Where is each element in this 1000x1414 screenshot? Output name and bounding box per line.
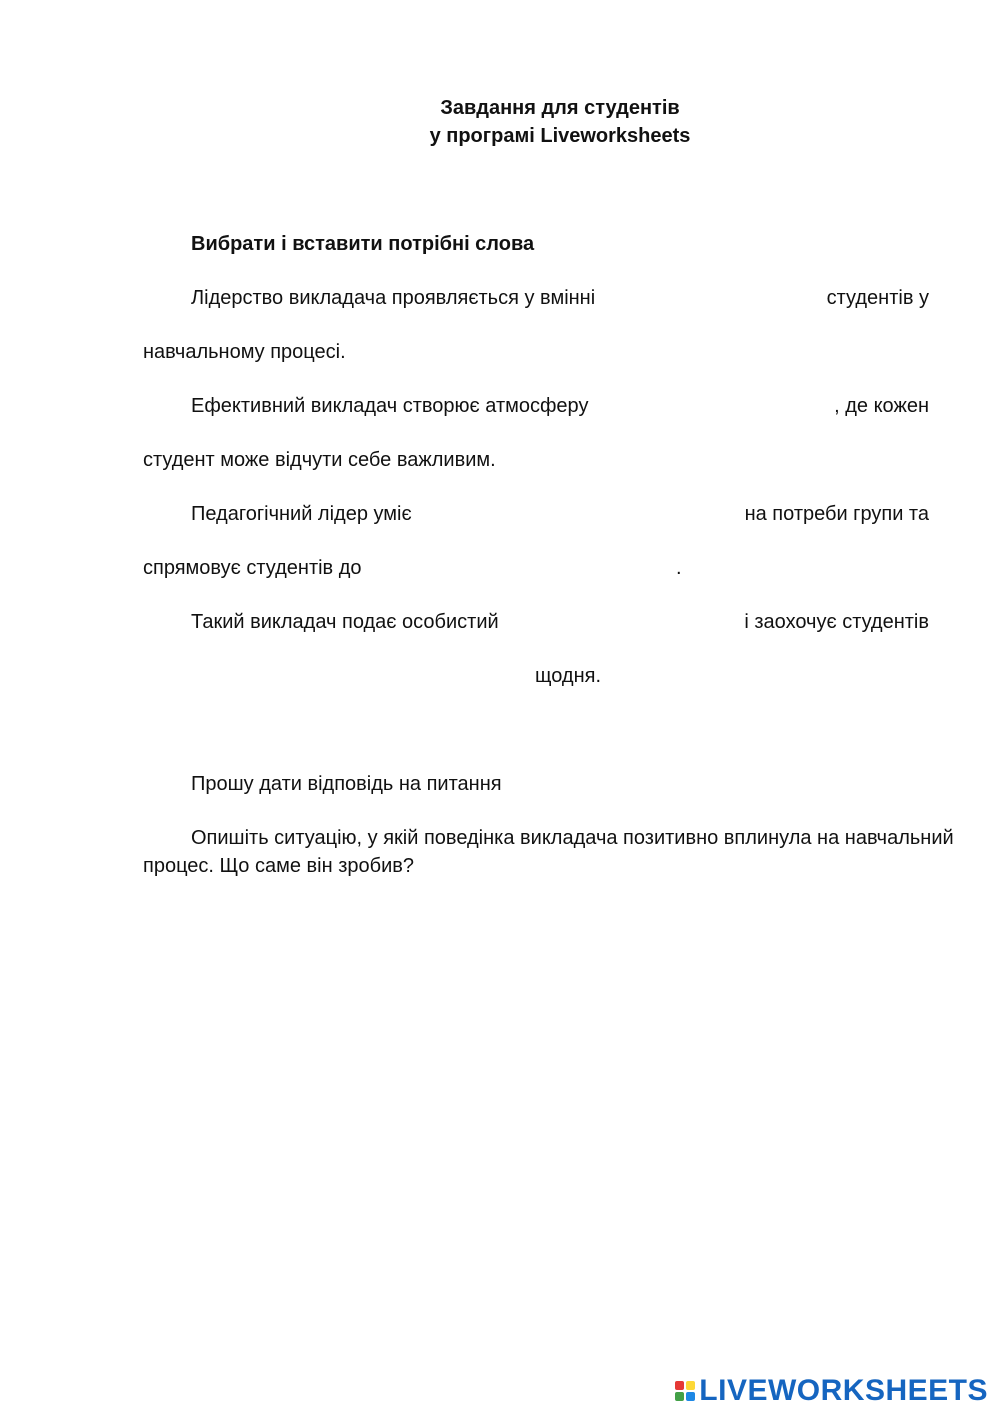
sentence-2-line-2: студент може відчути себе важливим. — [143, 449, 496, 471]
sentence-4-line-2: щодня. — [535, 665, 602, 687]
blank-5[interactable] — [494, 606, 739, 636]
blank-2[interactable] — [582, 390, 827, 420]
sentence-3-line-2-part-2: . — [676, 557, 682, 579]
sentence-1-line-2: навчальному процесі. — [143, 341, 346, 363]
question-line-1: Опишіть ситуацію, у якій поведінка викладача позитивно вплинула на навчальний — [191, 827, 954, 849]
sentence-4-part-1: Такий викладач подає особистий — [191, 611, 499, 633]
sentence-2-part-2: , де кожен — [834, 395, 929, 417]
question-line-2: процес. Що саме він зробив? — [143, 855, 414, 877]
sentence-4-part-2: і заохочує студентів — [744, 611, 929, 633]
blank-1[interactable] — [590, 282, 815, 312]
blank-6[interactable] — [143, 660, 523, 690]
sentence-2-part-1-text: Ефективний викладач створює атмосферу — [191, 395, 589, 417]
section-heading-fill-blanks: Вибрати і вставити потрібні слова — [191, 233, 535, 255]
page-title-line2: у програмі Liveworksheets — [429, 125, 691, 147]
sentence-1-part-2: студентів у — [826, 287, 929, 309]
blank-4[interactable] — [360, 552, 670, 582]
sentence-1-part-1: Лідерство викладача проявляється у вмінні — [191, 287, 596, 309]
liveworksheets-logo-text: LIVEWORKSHEETS — [699, 1374, 988, 1407]
sentence-3-line-2-part-1: спрямовує студентів до — [143, 557, 362, 579]
section-heading-question: Прошу дати відповідь на питання — [191, 773, 502, 795]
liveworksheets-logo — [675, 1374, 988, 1408]
liveworksheets-logo-icon — [675, 1381, 695, 1401]
page-title-line1: Завдання для студентів — [440, 97, 680, 119]
blank-3[interactable] — [412, 498, 732, 528]
sentence-3-part-1: Педагогічний лідер уміє — [191, 503, 412, 525]
sentence-3-part-2: на потреби групи та — [744, 503, 929, 525]
